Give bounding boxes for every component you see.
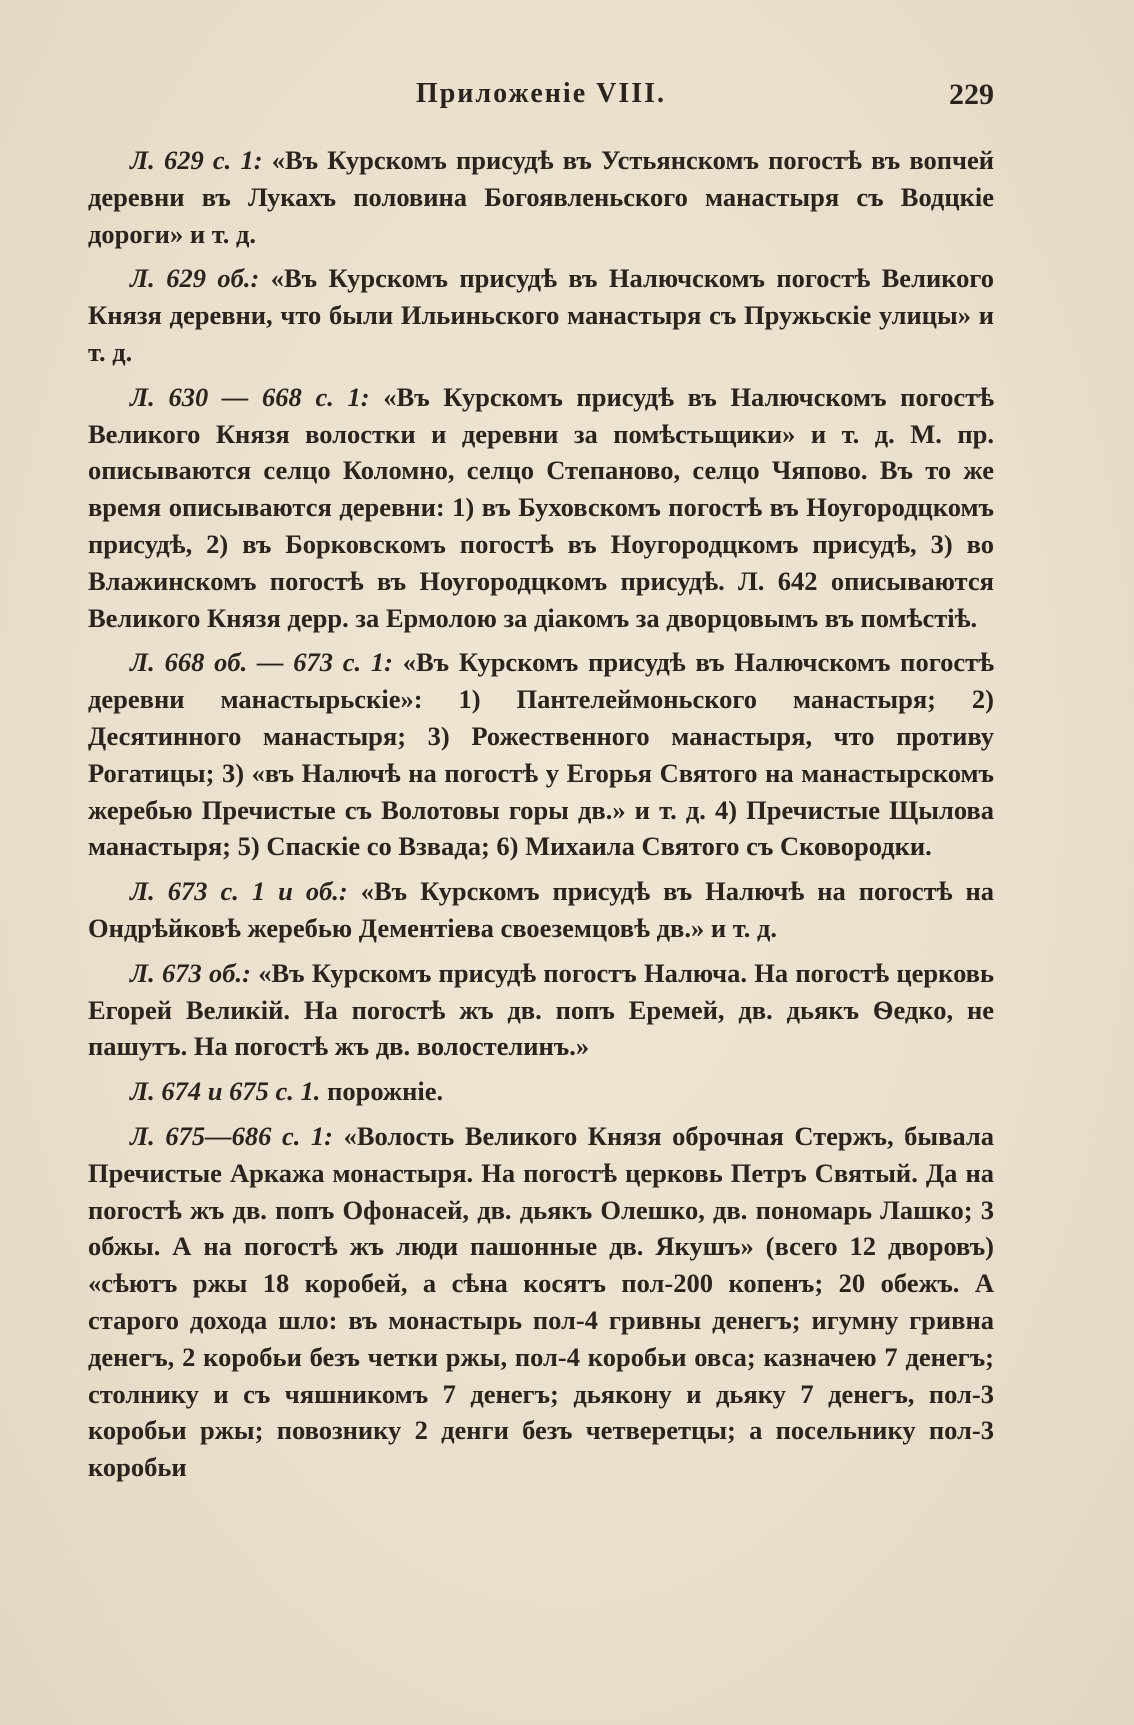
body-text [88, 142, 994, 1494]
entry-text: «Въ Курскомъ присудѣ въ Налючскомъ погостѣ Великого Князя деревни, что были Ильиньского манастыря съ Пружьскiе улицы» и т. д. [88, 263, 995, 367]
folio-reference: Л. 629 об.: [130, 263, 260, 294]
folio-reference: Л. 668 об. — 673 с. 1: [130, 647, 393, 678]
running-head: Приложенiе VIII. [415, 78, 667, 109]
folio-reference: Л. 675—686 с. 1: [130, 1120, 333, 1151]
entry-paragraph [88, 955, 994, 1065]
entry-paragraph [88, 379, 994, 637]
entry-paragraph [88, 260, 994, 370]
entry-text: «Въ Курскомъ присудѣ въ Налючскомъ погостѣ деревни манастырьскiе»: 1) Пантелеймоньского манастыря; 2) Десятинного манастыря; 3) Рожественного манастыря, что противу Рогатицы; 3) «въ Налючѣ на погостѣ у Егорья Святого на манастырскомъ жеребью Пречистые съ Волотовы горы дв.» и т. д. 4) Пречистые Щылова манастыря; 5) Спаскiе со Взвада; 6) Михаила Святого съ Сковородки. [88, 647, 995, 862]
entry-text: «Волость Великого Князя оброчная Стержъ, бывала Пречистые Аркажа монастыря. На погостѣ церковь Петръ Святый. Да на погостѣ жъ дв. попъ Офонасей, дв. дьякъ Олешко, дв. пономарь Лашко; 3 обжы. А на погостѣ жъ люди пашонные дв. Якушъ» (всего 12 дворовъ) «сѣютъ ржы 18 коробей, а сѣна косятъ пол-200 копенъ; 20 обежъ. А старого дохода шло: въ монастырь пол-4 гривны денегъ; игумну гривна денегъ, 2 коробьи безъ четки ржы, пол-4 коробьи овса; казначею 7 денегъ; столнику и съ чяшникомъ 7 денегъ; дьякону и дьяку 7 денегъ, пол-3 коробьи ржы; повознику 2 денги безъ четверетцы; а посельнику пол-3 коробьи [88, 1120, 995, 1483]
entry-text: «Въ Курскомъ присудѣ въ Устьянскомъ погостѣ въ вопчей деревни въ Лукахъ половина Богоявленьского манастыря съ Водцкiе дороги» и т. д. [88, 145, 994, 249]
entry-paragraph [88, 873, 994, 947]
page-number: 229 [949, 78, 994, 111]
folio-reference: Л. 629 с. 1: [130, 145, 263, 175]
entry-text: порожнiе. [327, 1076, 444, 1107]
folio-reference: Л. 630 — 668 с. 1: [130, 381, 370, 412]
entry-text: «Въ Курскомъ присудѣ въ Налючскомъ погостѣ Великого Князя волостки и деревни за помѣстьщики» и т. д. М. пр. описываются селцо Коломно, селцо Степаново, селцо Чяпово. Въ то же время описываются деревни: 1) въ Буховскомъ погостѣ въ Ноугородцкомъ присудѣ, 2) въ Борковскомъ погостѣ въ Ноугородцкомъ присудѣ, 3) во Влажинскомъ погостѣ въ Ноугородцкомъ присудѣ. Л. 642 описываются Великого Князя дерр. за Ермолою за дiакомъ за дворцовымъ въ помѣстiѣ. [88, 381, 995, 633]
folio-reference: Л. 673 об.: [130, 957, 251, 988]
folio-reference: Л. 673 с. 1 и об.: [130, 876, 348, 907]
entry-text: «Въ Курскомъ присудѣ погостъ Налюча. На погостѣ церковь Егорей Великiй. На погостѣ жъ дв. попъ Еремей, дв. дьякъ Ѳедко, не пашутъ. На погостѣ жъ дв. волостелинъ.» [88, 957, 995, 1062]
entry-paragraph [88, 142, 994, 252]
page-header [88, 78, 994, 118]
entry-paragraph [88, 1118, 994, 1486]
entry-paragraph [88, 644, 994, 865]
folio-reference: Л. 674 и 675 с. 1. [130, 1076, 321, 1107]
entry-text: «Въ Курскомъ присудѣ въ Налючѣ на погостѣ на Ондрѣйковѣ жеребью Дементiева своеземцовѣ дв.» и т. д. [88, 876, 995, 943]
entry-paragraph [88, 1073, 994, 1110]
